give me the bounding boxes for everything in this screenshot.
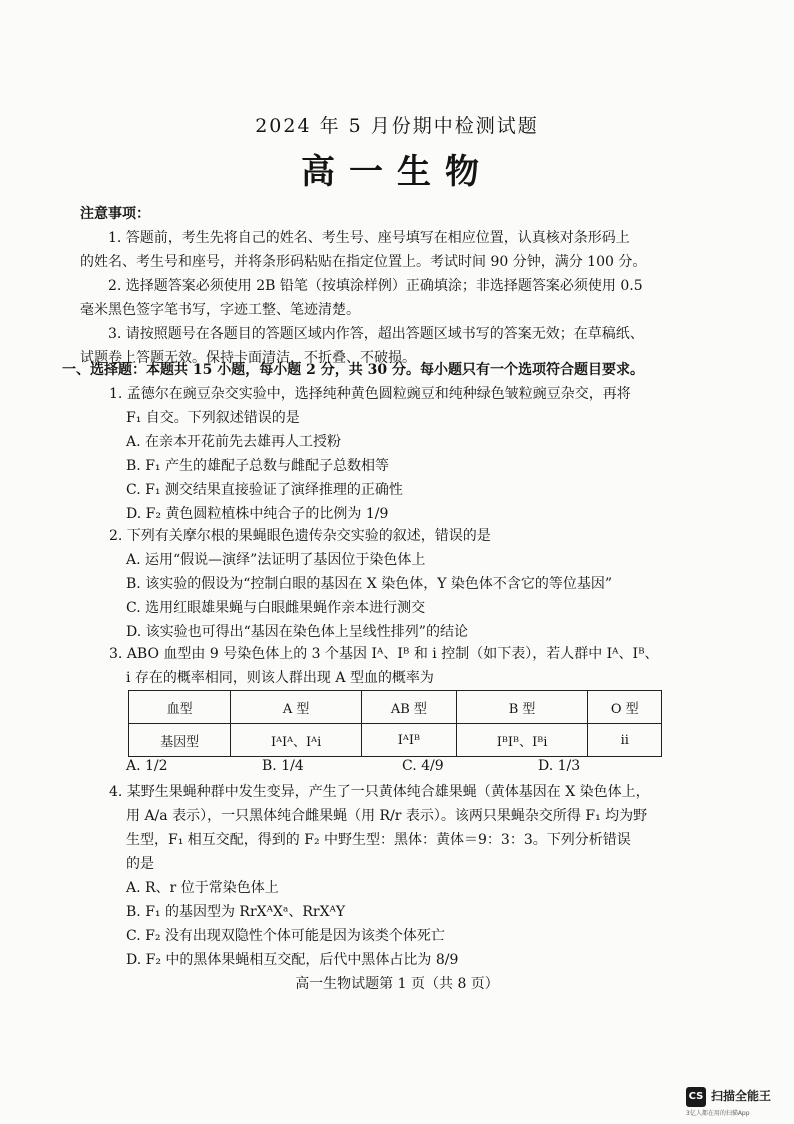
q4-stem-line-2: 用 A/a 表示），一只黑体纯合雌果蝇（用 R/r 表示）。该两只果蝇杂交所得 F₁ 均为野 [126,808,648,824]
q1-option-d: D. F₂ 黄色圆粒植株中纯合子的比例为 1/9 [126,506,389,522]
note-1-line-1: 1. 答题前，考生先将自己的姓名、考生号、座号填写在相应位置，认真核对条形码上 [108,230,630,246]
q2-option-a: A. 运用“假说—演绎”法证明了基因位于染色体上 [126,552,426,568]
exam-title: 高一生物 [301,152,493,192]
q3-option-c: C. 4/9 [402,758,444,774]
page-footer: 高一生物试题第 1 页（共 8 页） [295,976,499,992]
notes-block [80,202,646,370]
q4-option-a: A. R、r 位于常染色体上 [126,880,279,896]
q1-option-b: B. F₁ 产生的雄配子总数与雌配子总数相等 [126,458,389,474]
camscanner-logo-icon: CS [686,1087,706,1107]
q4-option-c: C. F₂ 没有出现双隐性个体可能是因为该类个体死亡 [126,928,445,944]
scanner-watermark [686,1084,786,1118]
table-cell: B 型 [456,691,588,724]
q3-option-d: D. 1/3 [538,758,581,774]
q3-option-a: A. 1/2 [126,758,168,774]
table-cell: A 型 [231,691,362,724]
q4-stem-line-4: 的是 [126,856,154,872]
q2-option-d: D. 该实验也可得出“基因在染色体上呈线性排列”的结论 [126,624,468,640]
table-cell: 基因型 [129,724,231,757]
question-2 [109,524,612,644]
q4-option-b: B. F₁ 的基因型为 RrXᴬXᵃ、RrXᴬY [126,904,346,920]
section-1-heading: 一、选择题：本题共 15 小题，每小题 2 分，共 30 分。每小题只有一个选项符合题目要求。 [62,362,644,378]
table-cell: IᴮIᴮ、Iᴮi [456,724,588,757]
note-1-line-2: 的姓名、考生号和座号，并将条形码粘贴在指定位置上。考试时间 90 分钟，满分 100 分。 [80,254,647,270]
scanner-app-name: 扫描全能王 [711,1089,772,1103]
table-cell: AB 型 [362,691,457,724]
table-row [129,724,662,757]
table-cell: ii [588,724,662,757]
question-3 [109,642,659,690]
q2-option-c: C. 选用红眼雄果蝇与白眼雌果蝇作亲本进行测交 [126,600,426,616]
blood-type-table [128,690,662,757]
q1-stem-line-2: F₁ 自交。下列叙述错误的是 [126,410,300,426]
q1-option-a: A. 在亲本开花前先去雄再人工授粉 [126,434,342,450]
table-cell: O 型 [588,691,662,724]
scanner-tagline: 3亿人都在用的扫描App [686,1110,750,1117]
question-4 [109,780,650,972]
q3-option-b: B. 1/4 [262,758,304,774]
q4-option-d: D. F₂ 中的黑体果蝇相互交配，后代中黑体占比为 8/9 [126,952,459,968]
notes-heading: 注意事项： [80,206,150,222]
table-cell: IᴬIᴮ [362,724,457,757]
table-cell: 血型 [129,691,231,724]
q2-stem: 2. 下列有关摩尔根的果蝇眼色遗传杂交实验的叙述，错误的是 [109,528,491,544]
q1-stem-line-1: 1. 孟德尔在豌豆杂交实验中，选择纯种黄色圆粒豌豆和纯种绿色皱粒豌豆杂交，再将 [109,386,631,402]
question-1 [109,382,631,526]
note-3-line-1: 3. 请按照题号在各题目的答题区域内作答，超出答题区域书写的答案无效；在草稿纸、 [108,326,644,342]
q1-option-c: C. F₁ 测交结果直接验证了演绎推理的正确性 [126,482,403,498]
q2-option-b: B. 该实验的假设为“控制白眼的基因在 X 染色体，Y 染色体不含它的等位基因” [126,576,613,592]
table-row [129,691,662,724]
q3-stem-line-1: 3. ABO 血型由 9 号染色体上的 3 个基因 Iᴬ、Iᴮ 和 i 控制（如下表），若人群中 Iᴬ、Iᴮ、 [109,646,659,662]
q4-stem-line-1: 4. 某野生果蝇种群中发生变异，产生了一只黄体纯合雄果蝇（黄体基因在 X 染色体上， [109,784,650,800]
note-2-line-1: 2. 选择题答案必须使用 2B 铅笔（按填涂样例）正确填涂；非选择题答案必须使用 0.5 [108,278,643,294]
q3-stem-line-2: i 存在的概率相同，则该人群出现 A 型血的概率为 [126,670,434,686]
q4-stem-line-3: 生型，F₁ 相互交配，得到的 F₂ 中野生型：黑体：黄体＝9：3：3。下列分析错误 [126,832,631,848]
note-3-line-2: 试题卷上答题无效。保持卡面清洁，不折叠、不破损。 [80,350,416,366]
table-cell: IᴬIᴬ、Iᴬi [231,724,362,757]
exam-subtitle: 2024 年 5 月份期中检测试题 [255,115,539,137]
note-2-line-2: 毫米黑色签字笔书写，字迹工整、笔迹清楚。 [80,302,360,318]
